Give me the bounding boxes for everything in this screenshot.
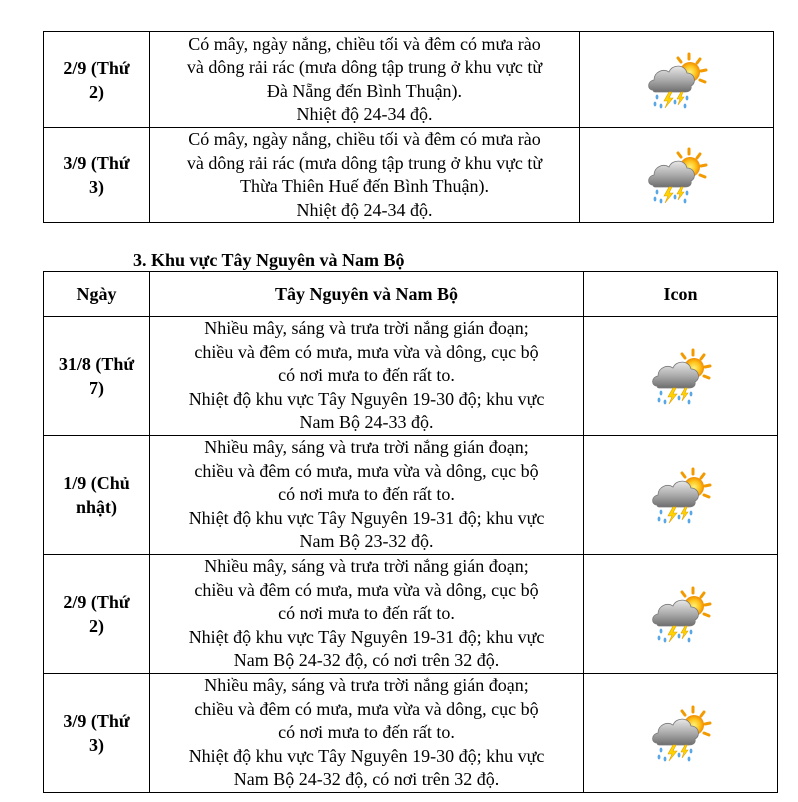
description-cell [150,674,584,793]
table-row [44,32,774,128]
table-row [44,555,778,674]
description-line: Nhiều mây, sáng và trưa trời nắng gián đoạn; [204,318,529,339]
table-row [44,317,778,436]
date-cell [44,317,150,436]
description-line: có nơi mưa to đến rất to. [278,365,455,386]
date-line: 31/8 (Thứ [58,354,135,374]
date-cell [44,32,150,128]
description-line: có nơi mưa to đến rất to. [278,722,455,743]
icon-cell [584,317,778,436]
date-line: nhật) [75,497,117,517]
description-line: Nam Bộ 24-32 độ, có nơi trên 32 độ. [233,769,500,790]
date-cell [44,674,150,793]
description-cell [150,128,580,223]
description-line: Nhiều mây, sáng và trưa trời nắng gián đoạn; [204,675,529,696]
icon-cell [584,436,778,555]
description-line: Nhiệt độ khu vực Tây Nguyên 19-31 độ; khu vực [188,626,545,647]
table-row [44,674,778,793]
date-line: 3/9 (Thứ [63,711,130,731]
description-line: Nhiệt độ khu vực Tây Nguyên 19-30 độ; khu vực [188,745,545,766]
icon-cell [580,128,774,223]
thunderstorm-sun-icon [649,703,713,763]
header-icon: Icon [584,272,778,317]
icon-cell [584,555,778,674]
section-title: 3. Khu vực Tây Nguyên và Nam Bộ [133,250,405,270]
description-line: Nam Bộ 23-32 độ. [299,531,434,552]
description-line: chiều và đêm có mưa, mưa vừa và dông, cục bộ [194,460,539,481]
description-line: chiều và đêm có mưa, mưa vừa và dông, cục bộ [194,698,539,719]
date-line: 1/9 (Chủ [63,473,130,493]
date-cell [44,436,150,555]
description-line: Nam Bộ 24-33 độ. [299,412,434,433]
description-line: và dông rải rác (mưa dông tập trung ở khu vực từ [186,57,543,77]
description-line: Nhiệt độ 24-34 độ. [296,104,433,124]
header-region: Tây Nguyên và Nam Bộ [150,272,584,317]
description-line: Đà Nẵng đến Bình Thuận). [266,80,463,101]
description-line: chiều và đêm có mưa, mưa vừa và dông, cục bộ [194,341,539,362]
date-line: 3) [89,177,104,197]
icon-cell [584,674,778,793]
date-cell [44,555,150,674]
description-line: chiều và đêm có mưa, mưa vừa và dông, cục bộ [194,579,539,600]
thunderstorm-sun-icon [649,465,713,525]
description-line: có nơi mưa to đến rất to. [278,484,455,505]
description-line: Có mây, ngày nắng, chiều tối và đêm có mưa rào [188,33,541,54]
date-line: 7) [89,378,104,398]
description-cell [150,317,584,436]
date-line: 2/9 (Thứ [63,57,130,78]
description-line: Nhiệt độ 24-34 độ. [296,199,433,220]
description-cell [150,436,584,555]
table-row [44,436,778,555]
date-line: 3) [89,735,104,755]
description-line: Có mây, ngày nắng, chiều tối và đêm có mưa rào [188,129,541,149]
description-line: Nhiều mây, sáng và trưa trời nắng gián đoạn; [204,556,529,577]
thunderstorm-sun-icon [645,50,709,110]
description-line: Nhiệt độ khu vực Tây Nguyên 19-30 độ; khu vực [188,388,545,409]
description-cell [150,32,580,128]
forecast-table-central [43,31,774,223]
table-header-row [44,272,778,317]
table-row [44,128,774,223]
thunderstorm-sun-icon [649,346,713,406]
description-line: có nơi mưa to đến rất to. [278,603,455,624]
thunderstorm-sun-icon [645,145,709,205]
forecast-table-highlands-south [43,271,778,793]
date-line: 2/9 (Thứ [63,592,130,612]
date-cell [44,128,150,223]
description-line: Nam Bộ 24-32 độ, có nơi trên 32 độ. [233,650,500,671]
description-line: Nhiệt độ khu vực Tây Nguyên 19-31 độ; khu vực [188,507,545,528]
date-line: 3/9 (Thứ [63,153,130,173]
description-cell [150,555,584,674]
description-line: Nhiều mây, sáng và trưa trời nắng gián đoạn; [204,437,529,458]
date-line: 2) [89,616,104,636]
icon-cell [580,32,774,128]
date-line: 2) [89,81,104,102]
header-date: Ngày [44,272,150,317]
description-line: và dông rải rác (mưa dông tập trung ở khu vực từ [186,152,543,173]
thunderstorm-sun-icon [649,584,713,644]
description-line: Thừa Thiên Huế đến Bình Thuận). [239,176,490,196]
